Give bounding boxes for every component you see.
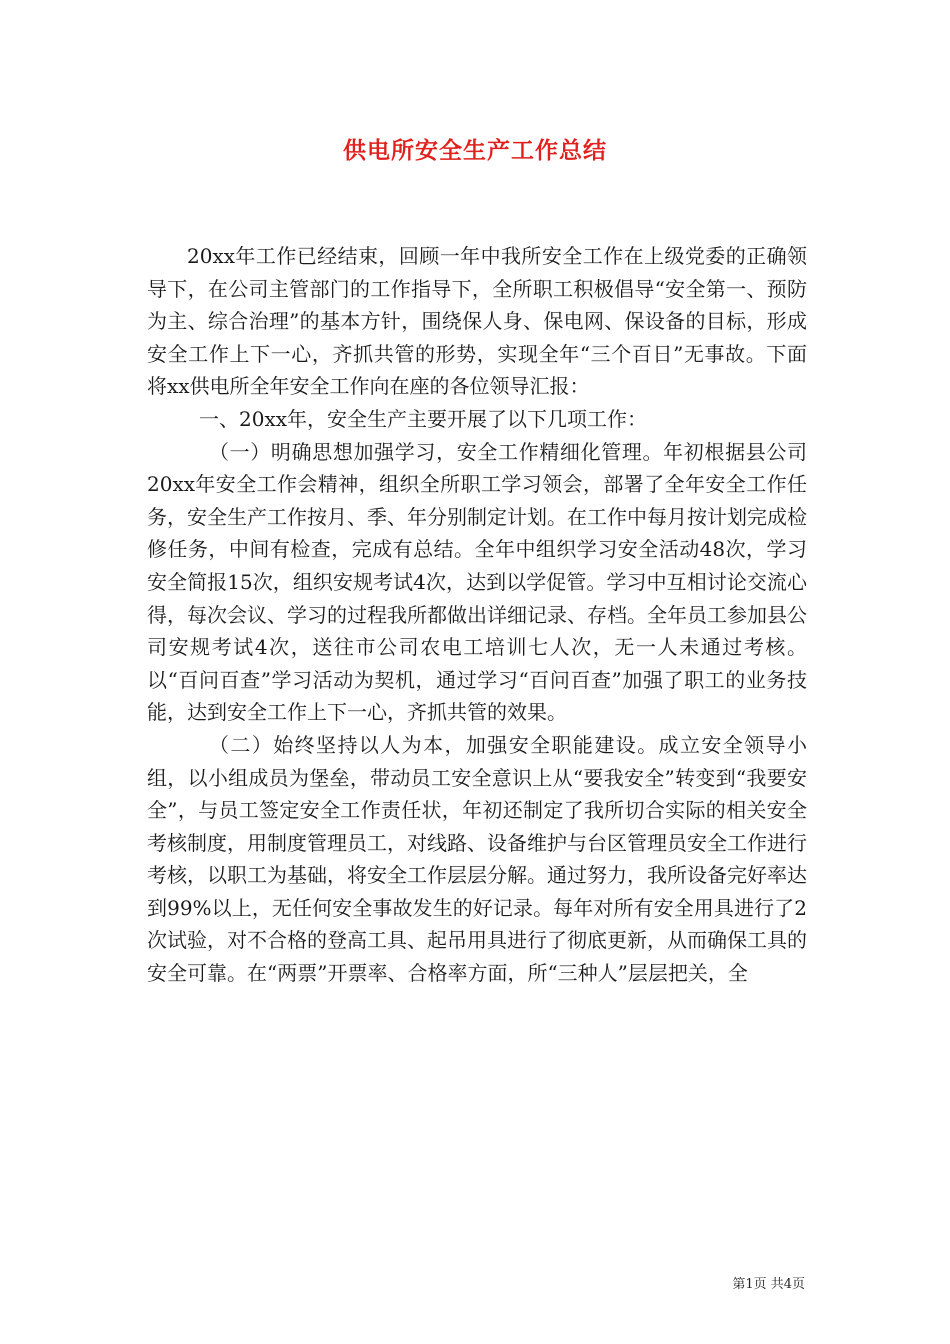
paragraph-section-heading: 一、20xx年，安全生产主要开展了以下几项工作：: [199, 406, 648, 431]
paragraph-item-1: （一）明确思想加强学习，安全工作精细化管理。年初根据县公司20xx年安全工作会精神，组织全所职工学习领会，部署了全年安全工作任务，安全生产工作按月、季、年分别制定计划。在工作中每月按计划完成检修任务，中间有检查，完成有总结。全年中组织学习安全活动48次，学习安全简报15次，组织安规考试4次，达到以学促管。学习中互相讨论交流心得，每次会议、学习的过程我所都做出详细记录、存档。全年员工参加县公司安规考试4次，送往市公司农电工培训七人次，无一人未通过考核。以“百问百查”学习活动为契机，通过学习“百问百查”加强了职工的业务技能，达到安全工作上下一心，齐抓共管的效果。: [147, 439, 807, 725]
paragraph-intro: 20xx年工作已经结束，回顾一年中我所安全工作在上级党委的正确领导下，在公司主管部门的工作指导下，全所职工积极倡导“安全第一、预防为主、综合治理”的基本方针，围绕保人身、保电网、保设备的目标，形成安全工作上下一心，齐抓共管的形势，实现全年“三个百日”无事故。下面将xx供电所全年安全工作向在座的各位领导汇报：: [147, 244, 807, 399]
document-title: 供电所安全生产工作总结: [343, 137, 607, 164]
page-number-footer: 第1页 共4页: [732, 1277, 805, 1292]
paragraph-item-2: （二）始终坚持以人为本，加强安全职能建设。成立安全领导小组，以小组成员为堡垒，带动员工安全意识上从“要我安全”转变到“我要安全”，与员工签定安全工作责任状，年初还制定了我所切合实际的相关安全考核制度，用制度管理员工，对线路、设备维护与台区管理员安全工作进行考核，以职工为基础，将安全工作层层分解。通过努力，我所设备完好率达到99%以上，无任何安全事故发生的好记录。每年对所有安全用具进行了2次试验，对不合格的登高工具、起吊用具进行了彻底更新，从而确保工具的安全可靠。在“两票”开票率、合格率方面，所“三种人”层层把关，全: [147, 732, 807, 986]
document-body: [147, 240, 807, 990]
